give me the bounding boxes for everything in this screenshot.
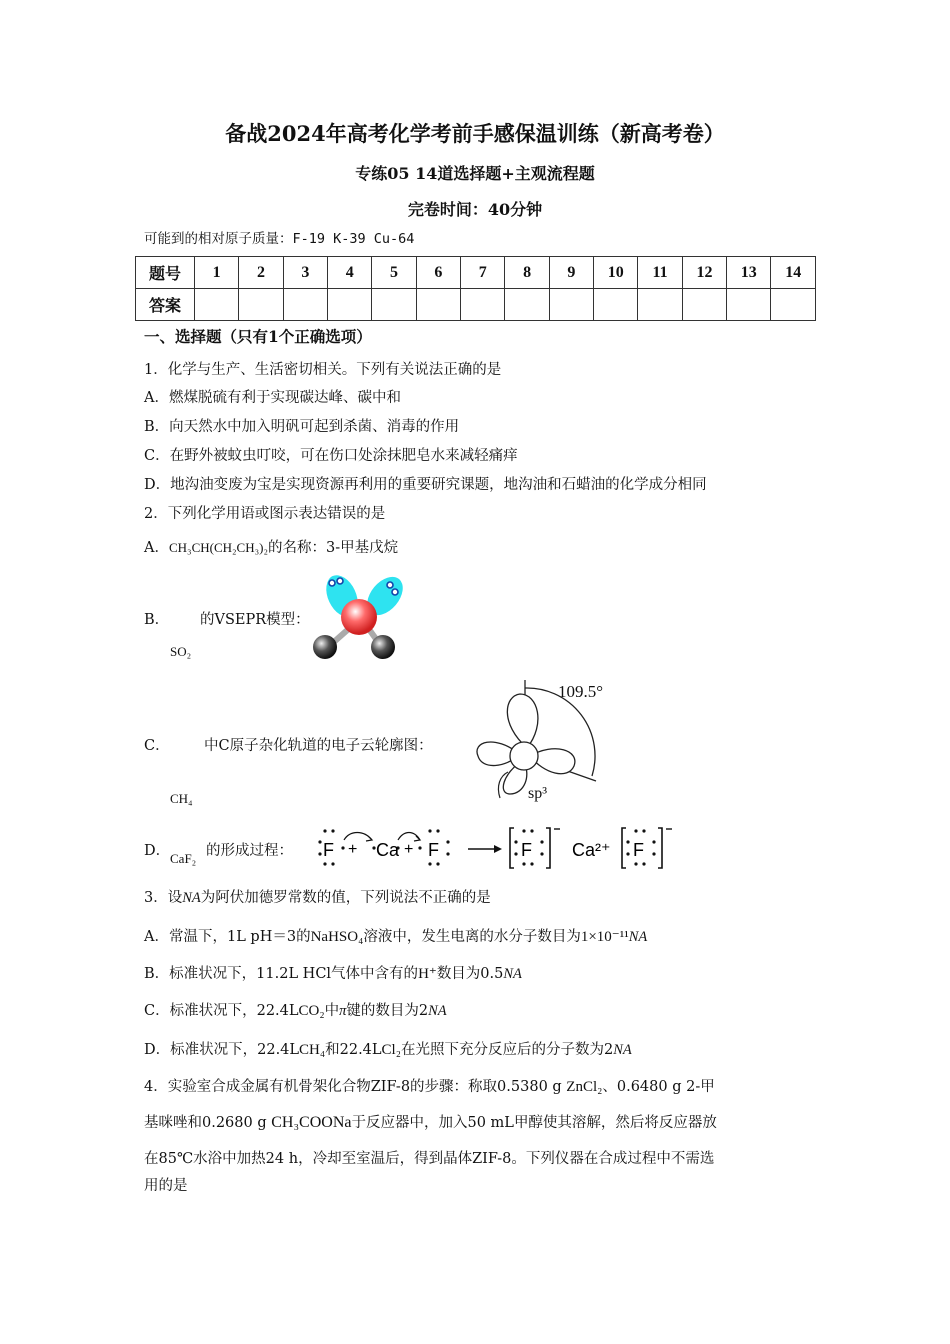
chem-formula: Cl₂ <box>381 1042 401 1058</box>
q4-line-4: 用的是 <box>144 1178 188 1194</box>
fluoride-symbol: F <box>633 840 644 860</box>
bonded-atom <box>313 635 337 659</box>
answer-cell[interactable] <box>638 289 682 321</box>
chem-formula: CH₃CH(CH₂CH₃)₂ <box>168 540 269 555</box>
q2-option-b-letter: B． <box>144 612 170 628</box>
exam-title: 备战2024年高考化学考前手感保温训练（新高考卷） <box>225 121 725 146</box>
answer-table-header-row <box>136 257 816 289</box>
answer-table-number: 7 <box>461 257 505 289</box>
q2-option-a <box>144 538 398 558</box>
answer-cell[interactable] <box>594 289 638 321</box>
q2-option-c-letter: C． <box>144 738 170 754</box>
answer-table-number: 10 <box>594 257 638 289</box>
pi-symbol: π <box>339 1003 347 1019</box>
answer-cell[interactable] <box>416 289 460 321</box>
avogadro-symbol: NA <box>182 890 201 906</box>
answer-table-number: 3 <box>283 257 327 289</box>
fluorine-symbol: F <box>323 840 334 860</box>
chem-formula: ZnCl₂ <box>566 1079 603 1095</box>
q3-option-d: D．标准状况下，22.4LCH₄和22.4LCl₂在光照下充分反应后的分子数为2NA <box>144 1042 632 1058</box>
central-atom <box>341 599 377 635</box>
q3-option-b: B．标准状况下，11.2L HCl气体中含有的H⁺数目为0.5NA <box>144 966 522 982</box>
answer-table-number: 6 <box>416 257 460 289</box>
avogadro-symbol: NA <box>613 1042 632 1058</box>
q2-option-b-text: 的VSEPR模型： <box>200 612 310 628</box>
answer-cell[interactable] <box>372 289 416 321</box>
atomic-mass-note: 可能到的相对原子质量：F-19 K-39 Cu-64 <box>144 231 415 247</box>
bond-angle-label: 109.5° <box>558 682 604 701</box>
q4-line-3: 在85℃水浴中加热24 h，冷却至室温后，得到晶体ZIF-8。下列仪器在合成过程中不需选 <box>144 1151 715 1167</box>
plus-sign: + <box>404 841 414 858</box>
q1-option-a: A．燃煤脱硫有利于实现碳达峰、碳中和 <box>144 390 401 406</box>
vsepr-model-image <box>305 572 415 664</box>
fluoride-symbol: F <box>521 840 532 860</box>
answer-cell[interactable] <box>195 289 239 321</box>
value: 1×10⁻¹¹ <box>580 929 629 945</box>
q1-option-b: B．向天然水中加入明矾可起到杀菌、消毒的作用 <box>144 419 460 435</box>
answer-table-number: 11 <box>638 257 682 289</box>
q3-stem: 3．设NA为阿伏加德罗常数的值，下列说法不正确的是 <box>144 890 491 906</box>
q1-option-c: C．在野外被蚊虫叮咬，可在伤口处涂抹肥皂水来减轻痛痒 <box>144 448 518 464</box>
q3-option-c: C．标准状况下，22.4LCO₂中π键的数目为2NA <box>144 1003 447 1019</box>
answer-cell[interactable] <box>549 289 593 321</box>
q1-option-d: D．地沟油变废为宝是实现资源再利用的重要研究课题，地沟油和石蜡油的化学成分相同 <box>144 477 707 493</box>
answer-cell[interactable] <box>682 289 726 321</box>
answer-table-number-label: 题号 <box>136 257 195 289</box>
answer-table-number: 13 <box>727 257 771 289</box>
lewis-formation-diagram <box>310 822 690 872</box>
chem-formula: CH₄ <box>299 1042 326 1058</box>
answer-table-number: 5 <box>372 257 416 289</box>
answer-table-answer-label: 答案 <box>136 289 195 321</box>
q4-line-2: 基咪唑和0.2680 g CH₃COONa于反应器中，加入50 mL甲醇使其溶解，然后将反应器放 <box>144 1114 717 1131</box>
answer-table-number: 4 <box>328 257 372 289</box>
sp3-orbital-diagram <box>470 676 620 808</box>
calcium-symbol: Ca <box>376 840 400 860</box>
answer-cell[interactable] <box>727 289 771 321</box>
q2-option-d-text: 的形成过程： <box>206 843 293 859</box>
fluorine-symbol: F <box>428 840 439 860</box>
answer-table-number: 1 <box>195 257 239 289</box>
calcium-ion-symbol: Ca²⁺ <box>572 840 611 860</box>
q2-option-d-letter: D． <box>144 843 171 859</box>
avogadro-symbol: NA <box>428 1003 447 1019</box>
answer-table-number: 12 <box>682 257 726 289</box>
exam-time: 完卷时间：40分钟 <box>407 200 543 219</box>
answer-table-number: 9 <box>549 257 593 289</box>
plus-sign: + <box>348 841 358 858</box>
option-letter: A． <box>144 540 169 556</box>
answer-table-number: 8 <box>505 257 549 289</box>
q2-a-text: 的名称：3-甲基戊烷 <box>268 540 399 556</box>
ion: H⁺ <box>418 966 437 982</box>
avogadro-symbol: NA <box>628 929 648 945</box>
chem-formula-caf2: CaF₂ <box>170 851 197 866</box>
q1-stem: 1．化学与生产、生活密切相关。下列有关说法正确的是 <box>144 362 502 378</box>
q4-line-1: 4．实验室合成金属有机骨架化合物ZIF-8的步骤：称取0.5380 g ZnCl₂、0.6480 g 2-甲 <box>144 1079 715 1095</box>
avogadro-symbol: NA <box>503 966 522 982</box>
section-heading: 一、选择题（只有1个正确选项） <box>144 327 372 346</box>
q3-option-a: A．常温下，1L pH＝3的NaHSO₄溶液中，发生电离的水分子数目为1×10⁻¹¹NA <box>144 929 648 945</box>
chem-formula: CH₃COONa <box>271 1114 352 1131</box>
q2-stem: 2．下列化学用语或图示表达错误的是 <box>144 506 386 522</box>
answer-cell[interactable] <box>771 289 816 321</box>
answer-table-number: 14 <box>771 257 816 289</box>
answer-cell[interactable] <box>239 289 283 321</box>
bonded-atom <box>371 635 395 659</box>
hybrid-label: sp³ <box>528 785 548 802</box>
chem-formula: NaHSO₄ <box>310 929 364 945</box>
answer-cell[interactable] <box>505 289 549 321</box>
chem-formula-ch4: CH₄ <box>170 791 193 806</box>
chem-formula-so2: SO₂ <box>170 644 192 659</box>
chem-formula: CO₂ <box>298 1003 325 1019</box>
answer-table-answer-row <box>136 289 816 321</box>
answer-table-number: 2 <box>239 257 283 289</box>
answer-cell[interactable] <box>328 289 372 321</box>
answer-cell[interactable] <box>283 289 327 321</box>
exam-subtitle: 专练05 14道选择题+主观流程题 <box>355 164 595 183</box>
answer-cell[interactable] <box>461 289 505 321</box>
q2-option-c-text: 中C原子杂化轨道的电子云轮廓图： <box>204 738 433 754</box>
answer-table <box>135 256 816 321</box>
